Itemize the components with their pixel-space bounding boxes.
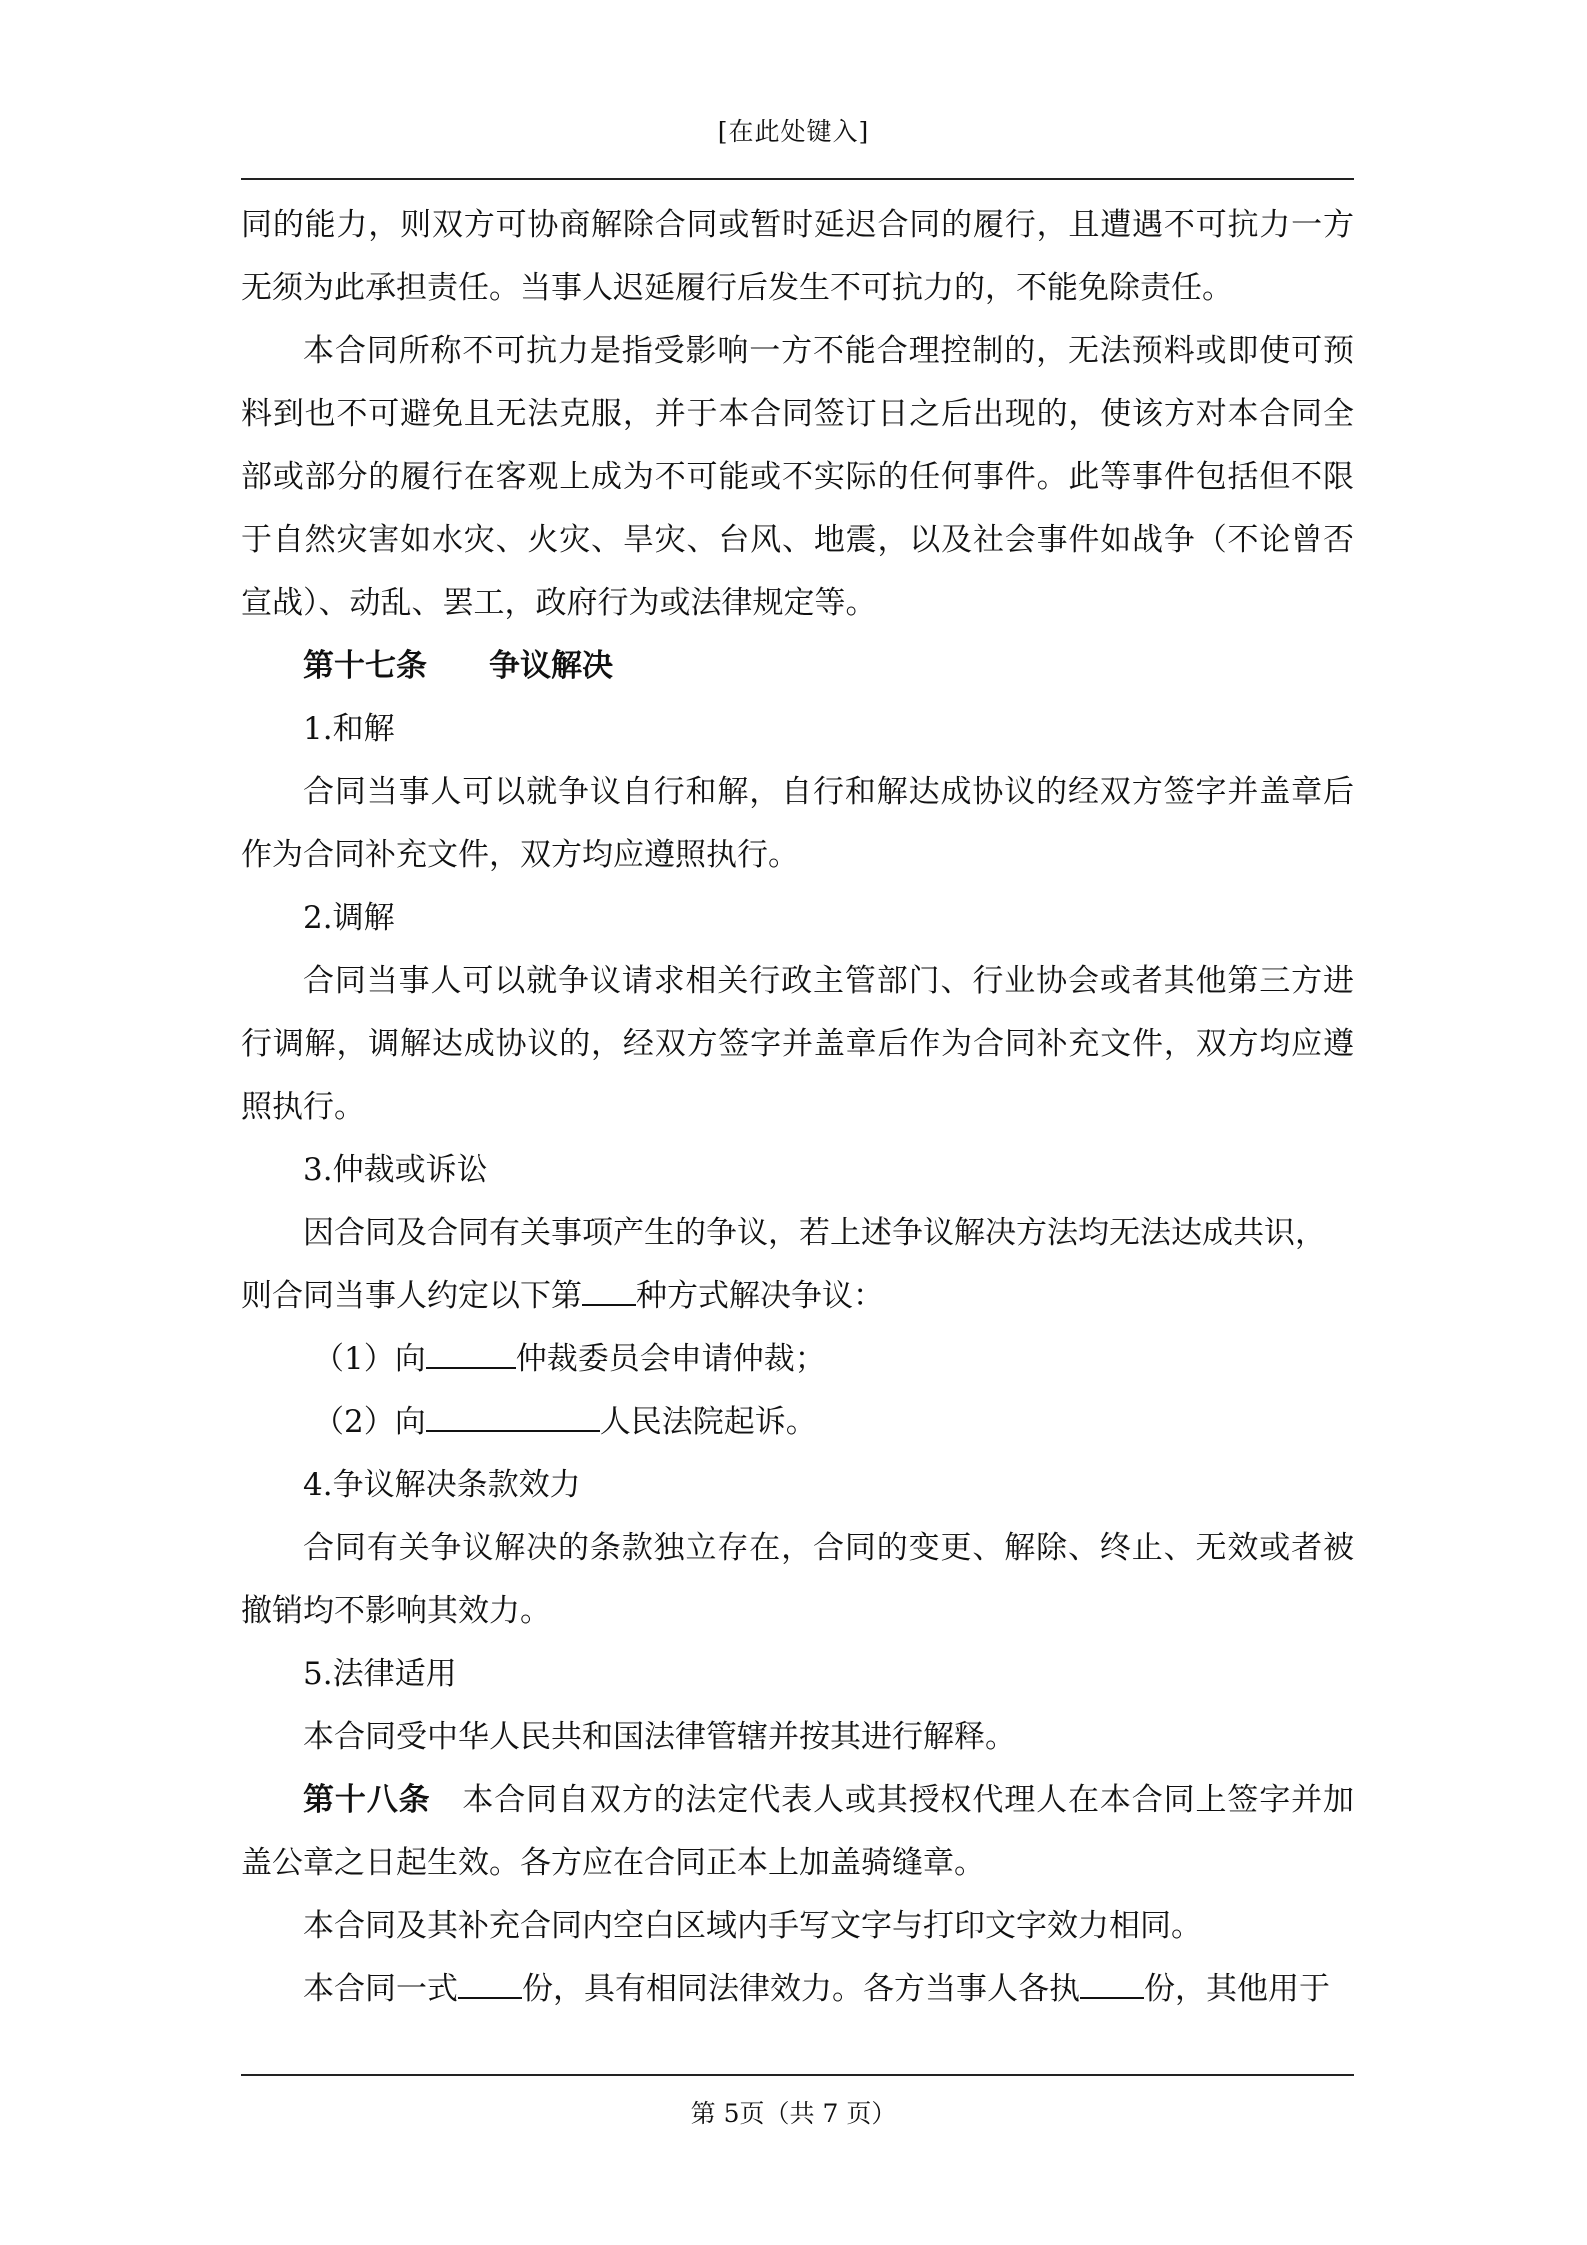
article-17-number: 第十七条 [303,648,427,684]
section-4-title: 4.争议解决条款效力 [303,1467,581,1503]
section-3-text-cont [241,1265,1354,1328]
copies-text-a: 本合同一式 [303,1971,458,2007]
paragraph-force-majeure-definition: 本合同所称不可抗力是指受影响一方不能合理控制的，无法预料或即使可预料到也不可避免且无法克服，并于本合同签订日之后出现的，使该方对本合同全部或部分的履行在客观上成为不可能或不实际的任何事件。此等事件包括但不限于自然灾害如水灾、火灾、旱灾、台风、地震，以及社会事件如战争（不论曾否宣战）、动乱、罢工，政府行为或法律规定等。 [241,333,1354,621]
article-18-number: 第十八条 [303,1782,431,1818]
court-blank [426,1402,600,1432]
section-4-text: 合同有关争议解决的条款独立存在，合同的变更、解除、终止、无效或者被撤销均不影响其效力。 [241,1530,1354,1629]
section-3-text-a: 则合同当事人约定以下第 [241,1278,582,1314]
section-2-text: 合同当事人可以就争议请求相关行政主管部门、行业协会或者其他第三方进行调解，调解达成协议的，经双方签字并盖章后作为合同补充文件，双方均应遵照执行。 [241,963,1354,1125]
arbitration-blank [426,1339,516,1369]
copies-text-b: 份，具有相同法律效力。各方当事人各执 [522,1971,1080,2007]
copies-text-c: 份，其他用于 [1144,1971,1330,2007]
document-body [241,194,1354,2021]
article-18-text: 本合同自双方的法定代表人或其授权代理人在本合同上签字并加盖公章之日起生效。各方应在合同正本上加盖骑缝章。 [241,1782,1354,1881]
article-17-title: 争议解决 [489,648,613,684]
option-1 [241,1328,1354,1391]
section-3-title: 3.仲裁或诉讼 [303,1152,488,1188]
page-footer: 第 5页（共 7 页） [690,2099,897,2128]
section-1-title: 1.和解 [303,711,395,747]
article-17-heading [241,635,1354,698]
option-2 [241,1391,1354,1454]
section-5-text: 本合同受中华人民共和国法律管辖并按其进行解释。 [303,1719,1016,1755]
paragraph-handwriting: 本合同及其补充合同内空白区域内手写文字与打印文字效力相同。 [303,1908,1202,1944]
section-3-text: 因合同及合同有关事项产生的争议，若上述争议解决方法均无法达成共识， [303,1215,1326,1251]
page-header: [在此处键入] [717,117,870,146]
paragraph-copies [241,1958,1354,2021]
section-5-title: 5.法律适用 [303,1656,457,1692]
copies-total-blank [458,1969,522,1999]
footer-rule [241,2074,1354,2076]
option-1-prefix: （1）向 [313,1341,426,1377]
header-rule [241,178,1354,180]
section-1-text: 合同当事人可以就争议自行和解，自行和解达成协议的经双方签字并盖章后作为合同补充文件，双方均应遵照执行。 [241,774,1354,873]
method-number-blank [582,1276,636,1306]
option-1-text: 仲裁委员会申请仲裁； [515,1341,826,1377]
paragraph-force-majeure-cont: 同的能力，则双方可协商解除合同或暂时延迟合同的履行，且遭遇不可抗力一方无须为此承担责任。当事人迟延履行后发生不可抗力的，不能免除责任。 [241,207,1354,306]
option-2-prefix: （2）向 [313,1404,426,1440]
copies-each-blank [1080,1969,1144,1999]
option-2-text: 人民法院起诉。 [599,1404,817,1440]
article-18 [241,1769,1354,1895]
section-3-text-b: 种方式解决争议： [636,1278,884,1314]
section-2-title: 2.调解 [303,900,395,936]
